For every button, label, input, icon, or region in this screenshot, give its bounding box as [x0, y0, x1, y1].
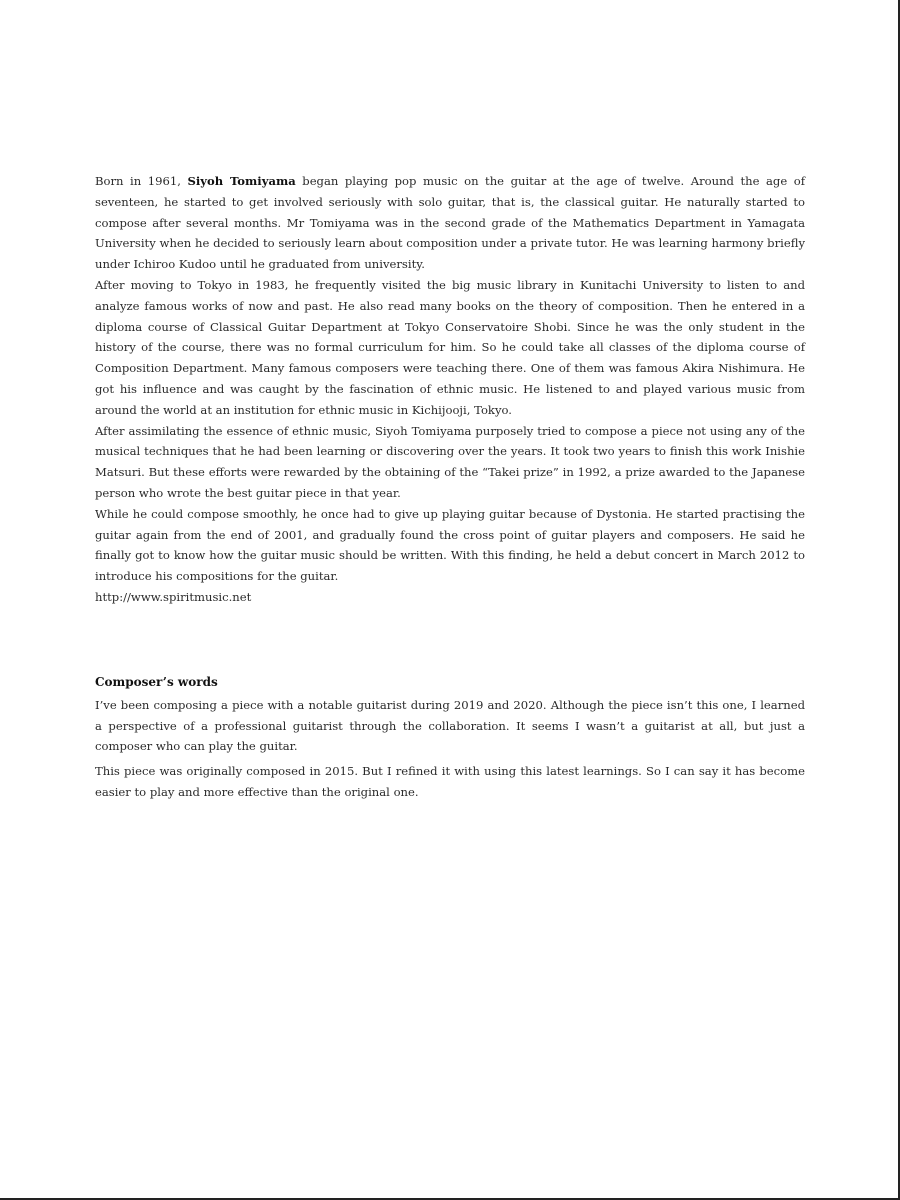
- composers-words-paragraph-1: I’ve been composing a piece with a notable guitarist during 2019 and 2020. Although the piece isn’t this one, I learned a perspective of a professional guitarist through the collaboration. It seems I wasn’t a guitarist at all, but just a composer who can play the guitar.: [95, 697, 805, 754]
- composers-words-paragraph-2: This piece was originally composed in 2015. But I refined it with using this latest learnings. So I can say it has become easier to play and more effective than the original one.: [95, 764, 805, 799]
- composers-words-heading: Composer’s words: [95, 674, 218, 689]
- website-url: http://www.spiritmusic.net: [95, 589, 252, 604]
- page-content: [95, 171, 805, 807]
- biography-paragraph-4: While he could compose smoothly, he once had to give up playing guitar because of Dystonia. He started practising the guitar again from the end of 2001, and gradually found the cross point of guitar players and composers. He said he finally got to know how the guitar music should be written. With this finding, he held a debut concert in March 2012 to introduce his compositions for the guitar.: [95, 506, 805, 584]
- biography-paragraph-2: After moving to Tokyo in 1983, he frequently visited the big music library in Kunitachi University to listen to and analyze famous works of now and past. He also read many books on the theory of composition. Then he entered in a diploma course of Classical Guitar Department at Tokyo Conservatoire Shobi. Since he was the only student in the history of the course, there was no formal curriculum for him. So he could take all classes of the diploma course of Composition Department. Many famous composers were teaching there. One of them was famous Akira Nishimura. He got his influence and was caught by the fascination of ethnic music. He listened to and played various music from around the world at an institution for ethnic music in Kichijooji, Tokyo.: [95, 277, 805, 417]
- composer-name: Siyoh Tomiyama: [187, 174, 296, 188]
- biography-section: [95, 171, 805, 608]
- composers-words-section: [95, 672, 805, 803]
- biography-paragraph-3: After assimilating the essence of ethnic music, Siyoh Tomiyama purposely tried to compose a piece not using any of the musical techniques that he had been learning or discovering over the years. It took two years to finish this work Inishie Matsuri. But these efforts were rewarded by the obtaining of the “Takei prize” in 1992, a prize awarded to the Japanese person who wrote the best guitar piece in that year.: [95, 423, 805, 500]
- biography-paragraph-1-rest: began playing pop music on the guitar at the age of twelve. Around the age of seventeen, he started to get involved seriously with solo guitar, that is, the classical guitar. He naturally started to compose after several months. Mr Tomiyama was in the second grade of the Mathematics Department in Yamagata University when he decided to seriously learn about composition under a private tutor. He was learning harmony briefly under Ichiroo Kudoo until he graduated from university.: [95, 174, 805, 272]
- biography-intro: Born in 1961,: [95, 174, 188, 188]
- biography-paragraph-1: [95, 171, 805, 275]
